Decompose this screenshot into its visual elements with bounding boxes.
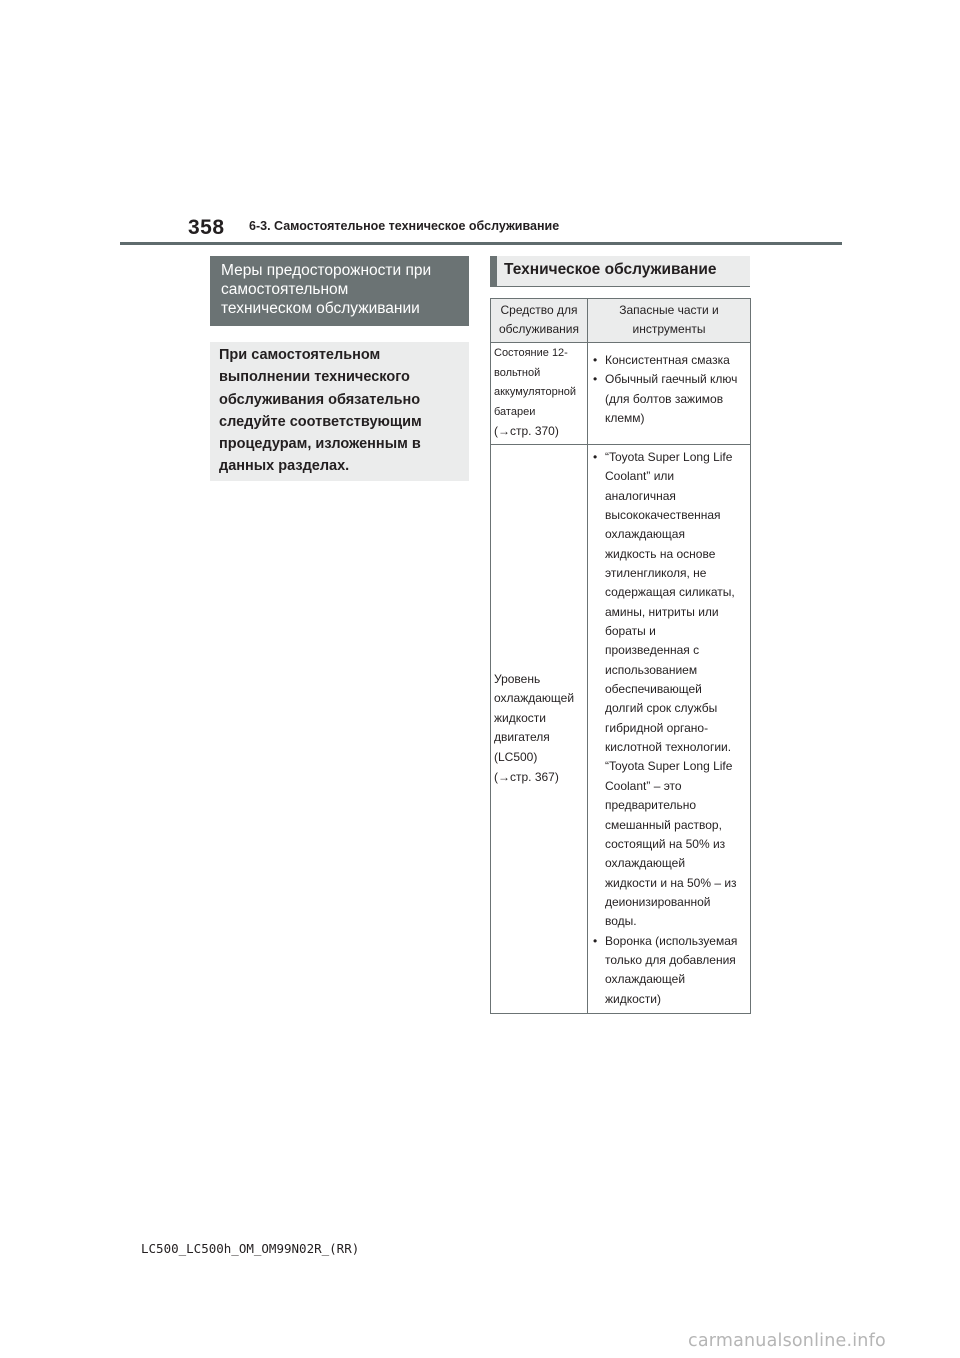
parts-line: охлаждающая xyxy=(605,527,685,542)
parts-line: предварительно xyxy=(605,798,697,813)
parts-bullet-item xyxy=(593,351,748,370)
parts-line: клемм) xyxy=(605,411,645,426)
parts-line: аналогичная xyxy=(605,488,676,503)
column-header-line: инструменты xyxy=(632,322,706,336)
parts-line: Консистентная смазка xyxy=(605,353,730,367)
parts-line: амины, нитриты или xyxy=(605,604,719,619)
parts-line: Воронка (используемая xyxy=(605,933,738,948)
tool-line: жидкости xyxy=(494,710,546,725)
header-divider xyxy=(120,242,842,245)
table-row xyxy=(491,444,751,1013)
watermark: carmanualsonline.info xyxy=(688,1331,886,1351)
parts-line: только для добавления xyxy=(605,952,736,967)
table-header-row xyxy=(491,299,751,343)
parts-cell xyxy=(588,444,751,1013)
caution-body-line: обслуживания обязательно xyxy=(219,391,421,408)
caution-body-line: При самостоятельном xyxy=(219,347,381,363)
parts-line: охлаждающей xyxy=(605,856,686,871)
tool-line: вольтной xyxy=(494,366,541,379)
tool-line: Уровень xyxy=(494,671,541,686)
parts-line: деионизированной xyxy=(605,894,711,909)
parts-bullet-item xyxy=(593,932,748,1009)
parts-line: (для болтов зажимов xyxy=(605,391,724,406)
tool-line: (LC500) xyxy=(494,750,538,765)
column-header-line: Запасные части и xyxy=(619,303,719,317)
maintenance-table xyxy=(490,298,751,1014)
parts-line: бораты и xyxy=(605,624,656,639)
page-reference: (→стр. 370) xyxy=(494,424,559,439)
maintenance-heading: Техническое обслуживание xyxy=(490,256,750,286)
parts-line: долгий срок службы xyxy=(605,701,718,716)
bullet-marker: • xyxy=(593,449,598,464)
bullet-marker: • xyxy=(593,372,598,387)
parts-line: жидкость на основе xyxy=(605,546,716,561)
parts-line: содержащая силикаты, xyxy=(605,585,735,600)
parts-cell xyxy=(588,343,751,445)
caution-heading-line: Меры предосторожности при xyxy=(221,262,432,279)
parts-line: “Toyota Super Long Life xyxy=(605,449,733,464)
caution-body-line: процедурам, изложенным в xyxy=(219,436,421,453)
tool-line: охлаждающей xyxy=(494,691,575,706)
parts-line: состоящий на 50% из xyxy=(605,836,726,851)
page-reference: (→стр. 367) xyxy=(494,769,559,784)
bullet-marker: • xyxy=(593,353,598,367)
parts-line: Coolant” – это xyxy=(605,778,682,793)
parts-line: произведенная с xyxy=(605,643,700,658)
parts-line: обеспечивающей xyxy=(605,682,702,697)
tool-cell xyxy=(491,444,588,1013)
caution-heading xyxy=(210,256,469,326)
maintenance-heading-rule xyxy=(490,286,750,287)
caution-heading-line: техническом обслуживании xyxy=(221,300,420,317)
tool-line: Состояние 12- xyxy=(494,347,568,359)
section-title: 6-3. Самостоятельное техническое обслуживание xyxy=(249,219,560,233)
parts-line: охлаждающей xyxy=(605,972,686,987)
parts-line: кислотной технологии. xyxy=(605,740,732,755)
parts-line: воды. xyxy=(605,914,637,929)
parts-line: смешанный раствор, xyxy=(605,817,722,832)
parts-line: этиленгликоля, не xyxy=(605,566,707,581)
page-number: 358 xyxy=(188,216,225,239)
column-header-line: обслуживания xyxy=(498,322,580,336)
caution-body-line: данных разделах. xyxy=(219,458,350,475)
parts-line: использованием xyxy=(605,662,698,677)
column-header-line: Средство для xyxy=(500,303,578,317)
parts-line: гибридной органо- xyxy=(605,720,709,735)
column-header-tool xyxy=(491,299,588,343)
parts-line: высококачественная xyxy=(605,508,721,522)
column-header-parts xyxy=(588,299,751,343)
caution-body xyxy=(210,342,469,481)
caution-body-line: выполнении технического xyxy=(219,369,410,386)
table-row xyxy=(491,343,751,445)
parts-line: жидкости) xyxy=(605,991,661,1006)
caution-body-line: следуйте соответствующим xyxy=(219,413,422,430)
parts-line: Coolant” или xyxy=(605,469,675,484)
parts-line: Обычный гаечный ключ xyxy=(605,372,738,387)
parts-line: “Toyota Super Long Life xyxy=(605,759,733,774)
tool-line: батареи xyxy=(494,405,536,418)
document-code: LC500_LC500h_OM_OM99N02R_(RR) xyxy=(141,1241,360,1256)
parts-line: жидкости и на 50% – из xyxy=(605,875,737,890)
parts-bullet-item xyxy=(593,370,748,428)
tool-line: аккумуляторной xyxy=(494,386,577,399)
bullet-marker: • xyxy=(593,933,598,948)
tool-line: двигателя xyxy=(494,730,550,745)
tool-cell xyxy=(491,343,588,445)
caution-heading-line: самостоятельном xyxy=(221,281,349,298)
parts-bullet-item xyxy=(593,448,748,932)
